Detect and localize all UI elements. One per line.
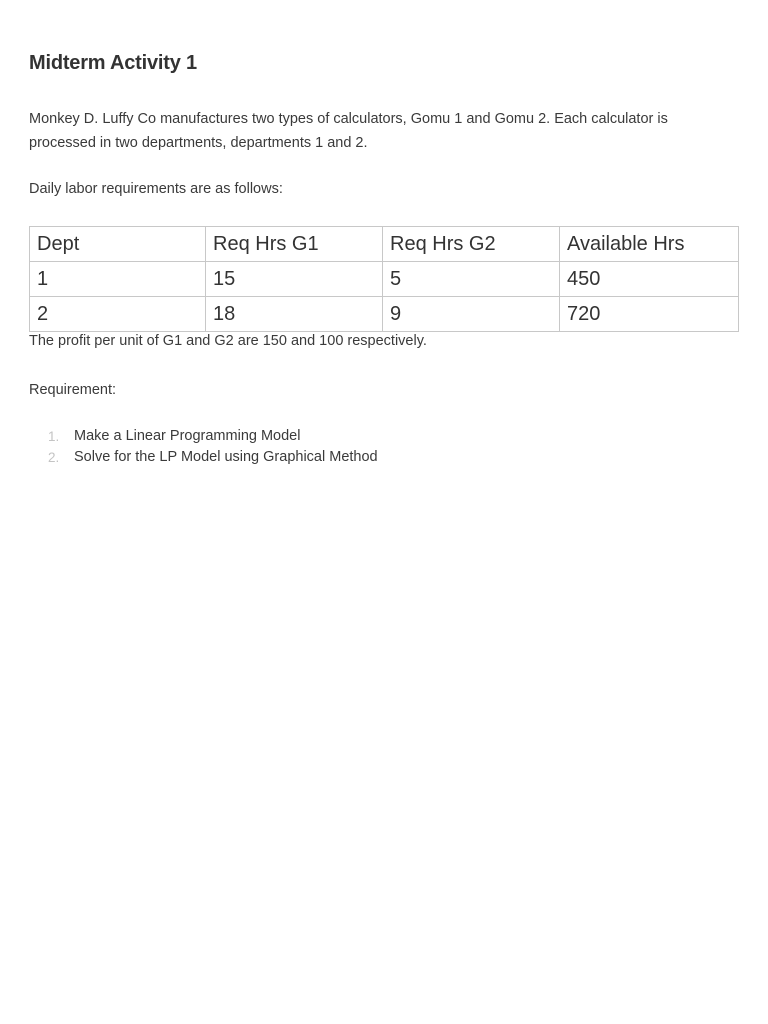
requirements-list <box>29 426 378 468</box>
table-cell: 1 <box>30 262 206 297</box>
intro-paragraph: Monkey D. Luffy Co manufactures two types of calculators, Gomu 1 and Gomu 2. Each calculator is processed in two departments, departments 1 and 2. <box>29 111 668 151</box>
list-item-number: 2. <box>48 450 60 465</box>
table-cell: 9 <box>383 297 560 332</box>
table-cell: 720 <box>560 297 739 332</box>
table-row <box>30 262 739 297</box>
table-cell: 5 <box>383 262 560 297</box>
list-item-number: 1. <box>48 429 60 444</box>
table-cell: 2 <box>30 297 206 332</box>
requirement-label: Requirement: <box>29 382 117 398</box>
table-header-row <box>30 227 739 262</box>
table-header-cell: Dept <box>30 227 206 262</box>
profit-statement: The profit per unit of G1 and G2 are 150 and 100 respectively. <box>29 333 427 349</box>
table-header-cell: Available Hrs <box>560 227 739 262</box>
table-header-cell: Req Hrs G2 <box>383 227 560 262</box>
table-cell: 18 <box>206 297 383 332</box>
table-cell: 15 <box>206 262 383 297</box>
table-cell: 450 <box>560 262 739 297</box>
table-header-cell: Req Hrs G1 <box>206 227 383 262</box>
list-item <box>29 426 378 447</box>
labor-requirements-table <box>29 226 739 332</box>
list-item <box>29 447 378 468</box>
labor-requirements-intro: Daily labor requirements are as follows: <box>29 181 283 197</box>
list-item-text: Make a Linear Programming Model <box>74 428 301 444</box>
page-title: Midterm Activity 1 <box>29 52 197 74</box>
table-row <box>30 297 739 332</box>
list-item-text: Solve for the LP Model using Graphical Method <box>74 449 378 465</box>
